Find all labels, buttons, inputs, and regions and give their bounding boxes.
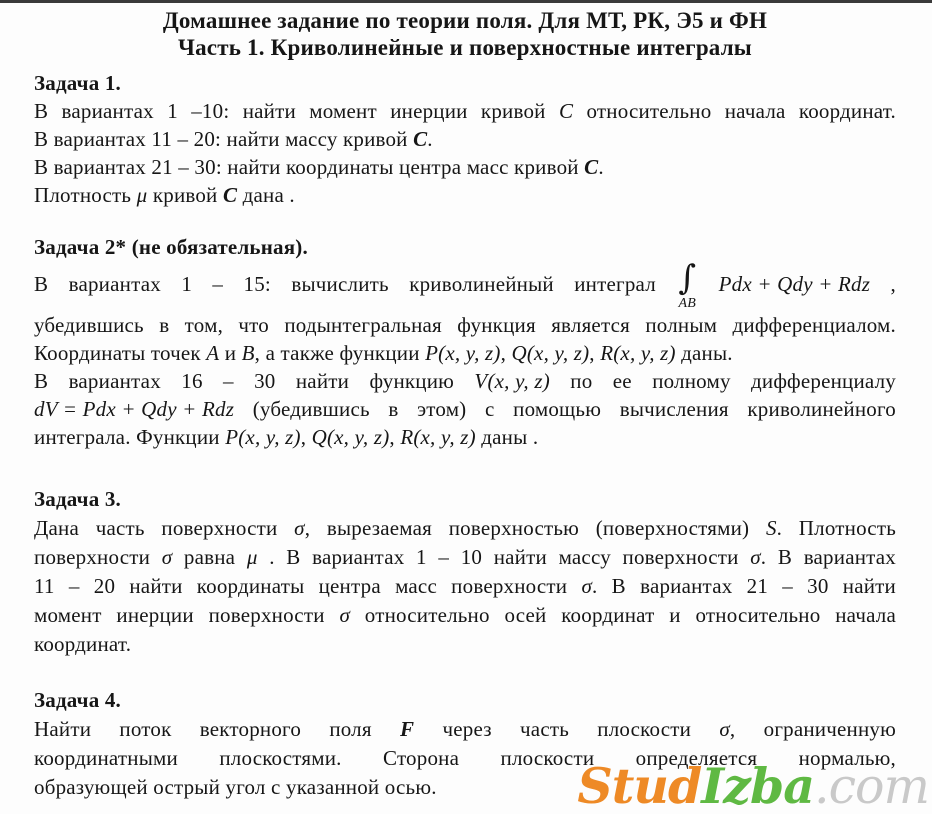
math-run: A: [206, 341, 220, 365]
task-3-line-2: [34, 543, 896, 572]
math-run: S: [765, 516, 777, 540]
math-run: Q(x, y, z): [511, 341, 590, 365]
text-run: В вариантах 21 – 30: найти координаты центра масс кривой: [34, 155, 585, 179]
math-run: dV = Pdx + Qdy + Rdz: [34, 397, 235, 421]
text-run: образующей острый угол с указанной осью.: [34, 775, 437, 799]
text-run: .: [598, 155, 604, 179]
text-run: , а также функции: [254, 341, 426, 365]
text-run: ,: [389, 425, 401, 449]
text-run: ,: [500, 341, 512, 365]
task-2-heading: Задача 2* (не обязательная).: [34, 235, 308, 259]
task-3-line-4: [34, 601, 896, 630]
math-run: σ: [339, 603, 350, 627]
text-run: ,: [300, 425, 312, 449]
task-2-line-3: [34, 339, 896, 367]
logo-izba: Izba: [701, 757, 815, 814]
task-1-line-2: [34, 125, 896, 153]
text-run: даны.: [675, 341, 733, 365]
math-run: σ: [719, 717, 730, 741]
math-run: C: [558, 99, 574, 123]
task-3-section: [34, 485, 896, 659]
math-run: μ: [136, 183, 148, 207]
math-run: Q(x, y, z): [311, 425, 390, 449]
task-2-line-1-math: [698, 272, 896, 296]
task-2-line-1-text: [34, 272, 676, 296]
text-run: (убедившись в этом) с помощью вычисления криволинейного: [234, 397, 896, 421]
task-4-line-1: [34, 715, 896, 744]
task-4-heading: Задача 4.: [34, 688, 122, 712]
math-run: C: [584, 155, 599, 179]
math-run: C: [413, 127, 428, 151]
math-run: σ: [161, 545, 173, 569]
text-run: .: [427, 127, 433, 151]
text-run: по ее полному дифференциалу: [549, 369, 896, 393]
text-run: . В вариантах 1 – 10 найти массу поверхности: [257, 545, 751, 569]
text-run: . В вариантах 21 – 30 найти: [592, 574, 896, 598]
text-run: . В вариантах: [760, 545, 897, 569]
text-run: В вариантах 16 – 30 найти функцию: [34, 369, 475, 393]
text-run: В вариантах 1 –10: найти момент инерции кривой: [34, 99, 559, 123]
task-2-line-1: [34, 258, 896, 311]
text-run: , вырезаемая поверхностью (поверхностями): [304, 516, 766, 540]
task-2-line-2: [34, 311, 896, 339]
text-run: 11 – 20 найти координаты центра масс поверхности: [34, 574, 582, 598]
text-run: Плотность: [34, 183, 137, 207]
text-run: . Плотность: [776, 516, 896, 540]
text-run: В вариантах 11 – 20: найти массу кривой: [34, 127, 414, 151]
task-2-line-5: [34, 395, 896, 423]
text-run: [698, 272, 718, 296]
task-3-heading: Задача 3.: [34, 487, 122, 511]
math-run: Pdx + Qdy + Rdz: [718, 271, 871, 296]
text-run: и: [219, 341, 242, 365]
math-run: V(x, y, z): [474, 369, 550, 393]
text-run: координат.: [34, 632, 132, 656]
math-run: μ: [246, 545, 258, 569]
text-run: координатными плоскостями. Сторона плоскости определяется нормалью,: [34, 746, 896, 770]
task-2-section: [34, 233, 896, 451]
math-run: B: [241, 341, 255, 365]
text-run: Дана часть поверхности: [34, 516, 295, 540]
text-run: Координаты точек: [34, 341, 207, 365]
text-run: , ограниченную: [729, 717, 896, 741]
task-1-line-1: [34, 97, 896, 125]
math-run: R(x, y, z): [600, 341, 676, 365]
logo-stud: Stud: [577, 757, 702, 814]
math-run: σ: [581, 574, 593, 598]
text-run: дана .: [237, 183, 295, 207]
text-run: В вариантах 1 – 15: вычислить криволинейный интеграл: [34, 271, 677, 296]
text-run: поверхности: [34, 545, 162, 569]
task-3-line-1: [34, 514, 896, 543]
task-3-line-3: [34, 572, 896, 601]
math-run: P(x, y, z): [225, 425, 301, 449]
text-run: момент инерции поверхности: [34, 603, 340, 627]
text-run: даны .: [475, 425, 539, 449]
text-run: убедившись в том, что подынтегральная функция является полным дифференциалом.: [34, 313, 896, 337]
integral-bounds-label: AB: [678, 296, 697, 311]
math-run: σ: [294, 516, 305, 540]
integral-symbol: [678, 258, 697, 311]
integral-glyph: ∫: [678, 258, 697, 298]
math-run: R(x, y, z): [400, 425, 476, 449]
text-run: равна: [172, 545, 247, 569]
page-subtitle: Часть 1. Криволинейные и поверхностные интегралы: [178, 35, 752, 60]
text-run: Найти поток векторного поля: [34, 717, 400, 741]
task-1-heading: Задача 1.: [34, 71, 122, 95]
task-1-line-4: [34, 181, 896, 209]
text-run: ,: [870, 271, 896, 296]
text-run: относительно осей координат и относительно начала: [350, 603, 896, 627]
studizba-watermark: [577, 757, 929, 814]
task-2-line-6: [34, 423, 896, 451]
task-1-line-3: [34, 153, 896, 181]
task-2-line-4: [34, 367, 896, 395]
text-run: ,: [589, 341, 601, 365]
math-run: P(x, y, z): [425, 341, 501, 365]
text-run: кривой: [147, 183, 223, 207]
text-run: относительно начала координат.: [573, 99, 897, 123]
task-3-line-5: [34, 630, 896, 659]
page-title: Домашнее задание по теории поля. Для МТ, РК, Э5 и ФН: [162, 8, 768, 33]
text-run: интеграла. Функции: [34, 425, 226, 449]
task-1-section: [34, 69, 896, 209]
document-title-block: [34, 7, 896, 61]
math-run: F: [400, 717, 415, 741]
text-run: через часть плоскости: [414, 717, 720, 741]
document-content: [0, 3, 932, 802]
logo-com: .com: [814, 758, 929, 814]
math-run: σ: [750, 545, 761, 569]
math-run: C: [222, 183, 238, 207]
